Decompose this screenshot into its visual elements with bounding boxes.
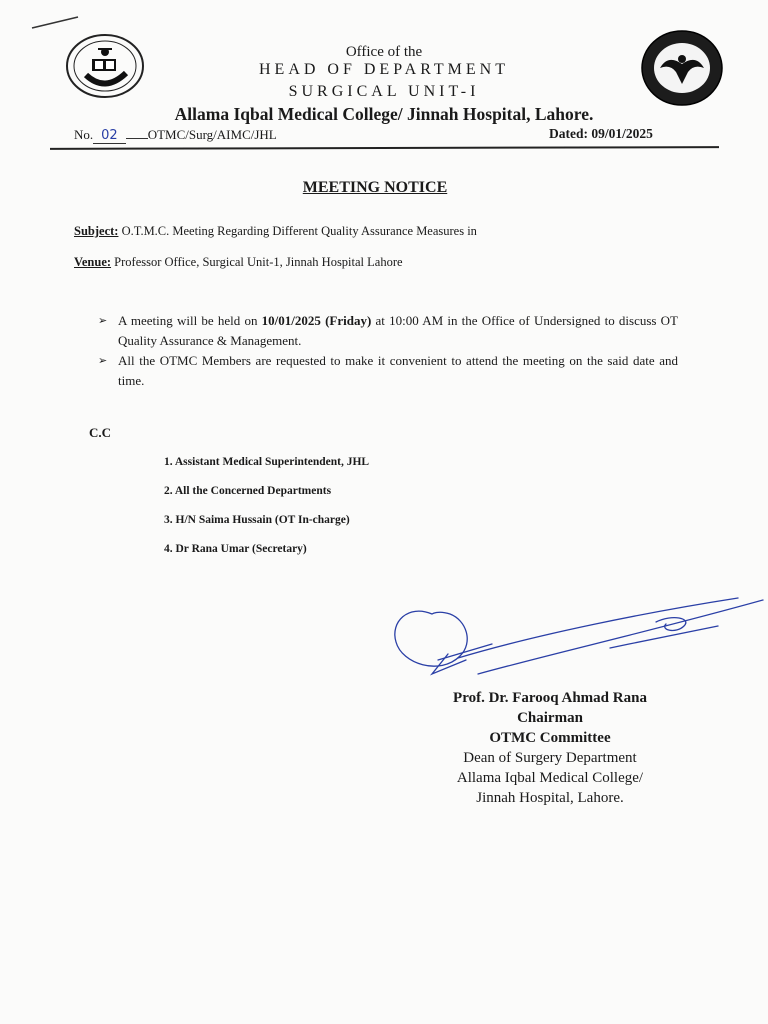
bullet-arrow-icon: ➢ [98,314,108,327]
college-name: Allama Iqbal Medical College/ Jinnah Hospital, Lahore. [174,104,594,124]
dated-line: Dated: 09/01/2025 [549,126,653,141]
bullet-item-members [98,351,678,391]
signatory-college: Allama Iqbal Medical College/ [456,770,644,786]
venue-text: Professor Office, Surgical Unit-1, Jinnah Hospital Lahore [111,255,403,269]
head-of-department-heading: HEAD OF DEPARTMENT [258,61,509,78]
signatory-hospital: Jinnah Hospital, Lahore. [476,790,624,806]
venue-label: Venue: [74,255,112,269]
signatory-title: Chairman [517,710,583,726]
bullet-text-pre: All the OTMC Members are requested to make it convenient to attend the meeting on the said date and time. [118,353,678,388]
reference-number-row [74,127,277,143]
bullet-text [118,311,678,351]
bullet-date-bold: 10/01/2025 (Friday) [261,313,372,328]
bullet-text-post: at 10:00 AM in the Office of Undersigned to discuss OT Quality Assurance & Management. [118,313,678,348]
cc-item: 1. Assistant Medical Superintendent, JHL [164,456,370,468]
bullet-text [118,351,678,391]
signatory-committee: OTMC Committee [489,730,611,746]
office-of-line: Office of the [345,44,423,60]
subject-line [74,224,477,239]
ref-no-value: 02 [93,128,126,144]
meeting-notice-title: MEETING NOTICE [302,179,448,196]
bullet-item-meeting [98,311,678,351]
subject-text: O.T.M.C. Meeting Regarding Different Quality Assurance Measures in [118,224,477,238]
bullet-text-pre: A meeting will be held on [118,313,262,328]
surgical-unit-heading: SURGICAL UNIT-I [288,83,480,100]
signatory-name: Prof. Dr. Farooq Ahmad Rana [453,690,647,706]
bullet-arrow-icon: ➢ [98,354,108,367]
cc-item: 4. Dr Rana Umar (Secretary) [164,543,307,555]
ref-no-label: No. [74,127,94,142]
venue-line [74,255,403,270]
cc-label: C.C [89,425,112,440]
pen-stroke-mark [30,14,82,34]
ref-code: OTMC/Surg/AIMC/JHL [147,127,277,142]
cc-item: 2. All the Concerned Departments [164,485,332,497]
signatory-block [410,688,690,808]
handwritten-signature [388,590,768,690]
cc-item: 3. H/N Saima Hussain (OT In-charge) [164,514,350,526]
signatory-department: Dean of Surgery Department [463,750,637,766]
header-divider [50,146,719,150]
subject-label: Subject: [74,224,119,238]
ref-underline [126,138,148,139]
